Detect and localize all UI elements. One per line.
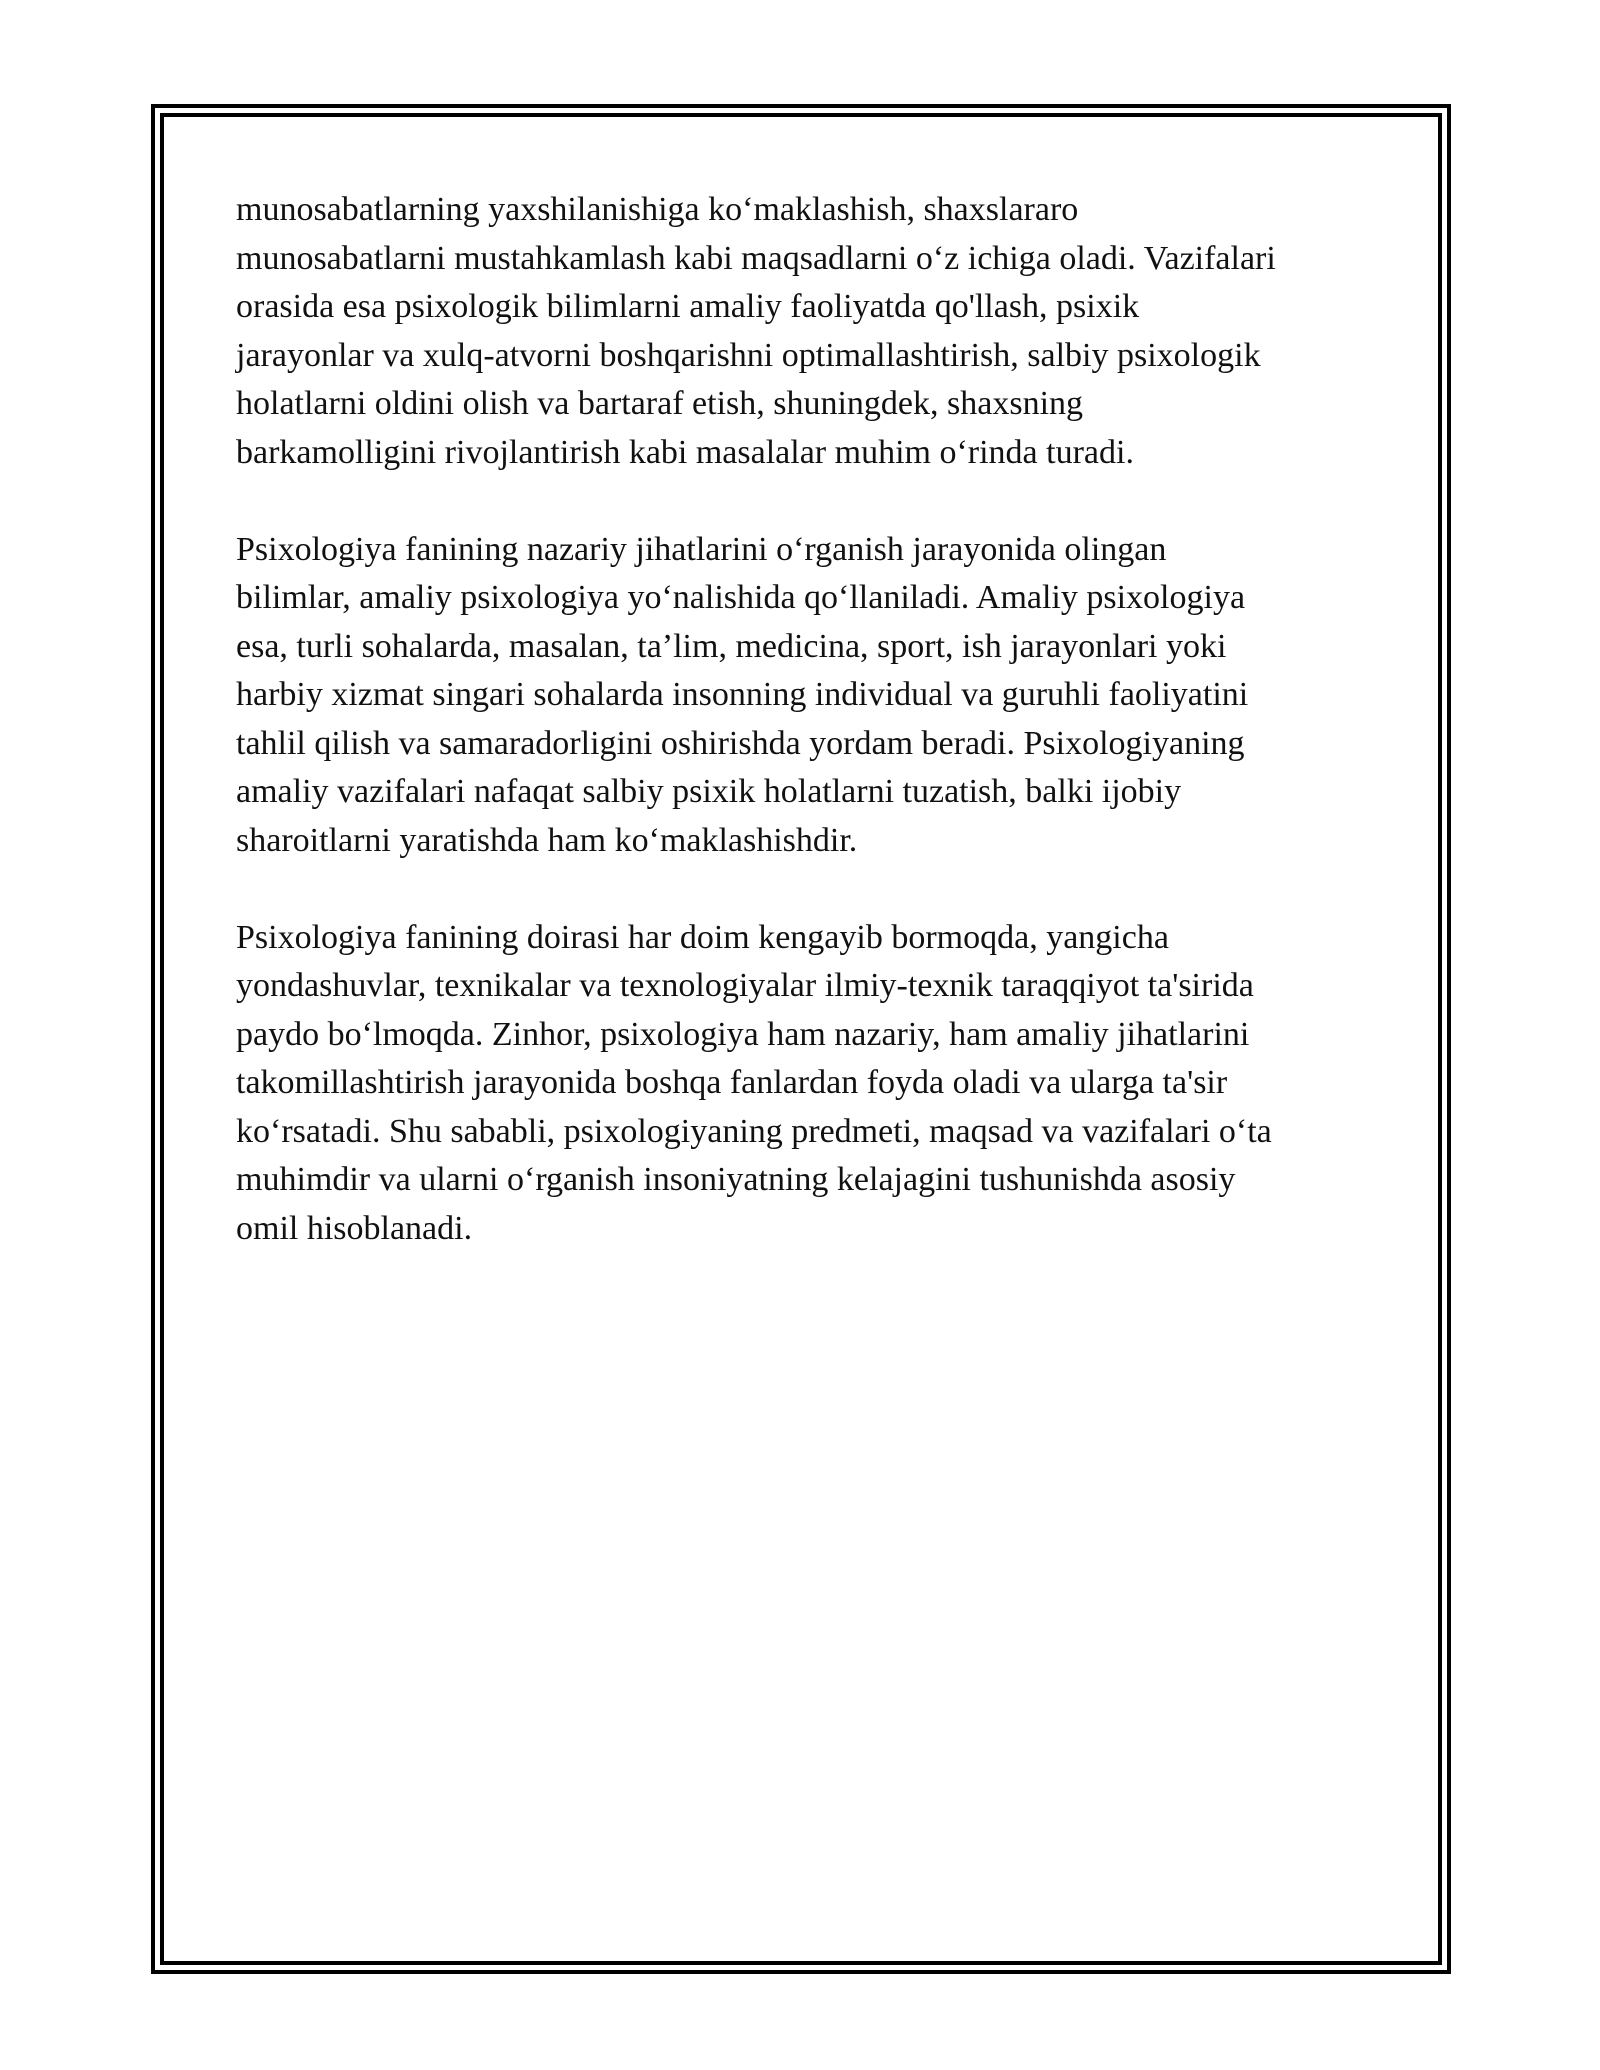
text-line: bilimlar, amaliy psixologiya yo‘nalishida qo‘llaniladi. Amaliy psixologiya (236, 579, 1246, 616)
text-line: munosabatlarni mustahkamlash kabi maqsadlarni o‘z ichiga oladi. Vazifalari (236, 239, 1276, 277)
text-line: amaliy vazifalari nafaqat salbiy psixik holatlarni tuzatish, balki ijobiy (236, 773, 1182, 810)
text-line: tahlil qilish va samaradorligini oshirishda yordam beradi. Psixologiyaning (236, 724, 1245, 762)
paragraph-1 (236, 186, 1366, 477)
paragraph-2 (236, 526, 1366, 866)
text-line: orasida esa psixologik bilimlarni amaliy faoliyatda qo'llash, psixik (236, 288, 1140, 325)
text-line: Psixologiya fanining nazariy jihatlarini o‘rganish jarayonida olingan (236, 530, 1167, 568)
text-line: esa, turli sohalarda, masalan, ta’lim, medicina, sport, ish jarayonlari yoki (236, 627, 1227, 665)
paragraph-3 (236, 914, 1366, 1254)
text-line: yondashuvlar, texnikalar va texnologiyalar ilmiy-texnik taraqqiyot ta'sirida (236, 967, 1254, 1004)
text-line: holatlarni oldini olish va bartaraf etish, shuningdek, shaxsning (236, 385, 1084, 422)
text-line: paydo bo‘lmoqda. Zinhor, psixologiya ham nazariy, ham amaliy jihatlarini (236, 1015, 1250, 1053)
text-line: takomillashtirish jarayonida boshqa fanlardan foyda oladi va ularga ta'sir (236, 1064, 1228, 1101)
text-line: omil hisoblanadi. (236, 1209, 473, 1247)
text-line: Psixologiya fanining doirasi har doim kengayib bormoqda, yangicha (236, 918, 1169, 956)
text-line: harbiy xizmat singari sohalarda insonning individual va guruhli faoliyatini (236, 676, 1249, 713)
text-line: munosabatlarning yaxshilanishiga ko‘maklashish, shaxslararo (236, 191, 1079, 228)
text-line: sharoitlarni yaratishda ham ko‘maklashishdir. (236, 821, 858, 859)
text-line: jarayonlar va xulq-atvorni boshqarishni optimallashtirish, salbiy psixologik (236, 336, 1261, 374)
text-line: muhimdir va ularni o‘rganish insoniyatning kelajagini tushunishda asosiy (236, 1161, 1236, 1198)
text-line: barkamolligini rivojlantirish kabi masalalar muhim o‘rinda turadi. (236, 433, 1134, 471)
text-line: ko‘rsatadi. Shu sababli, psixologiyaning predmeti, maqsad va vazifalari o‘ta (236, 1112, 1272, 1150)
document-body (236, 186, 1366, 1302)
